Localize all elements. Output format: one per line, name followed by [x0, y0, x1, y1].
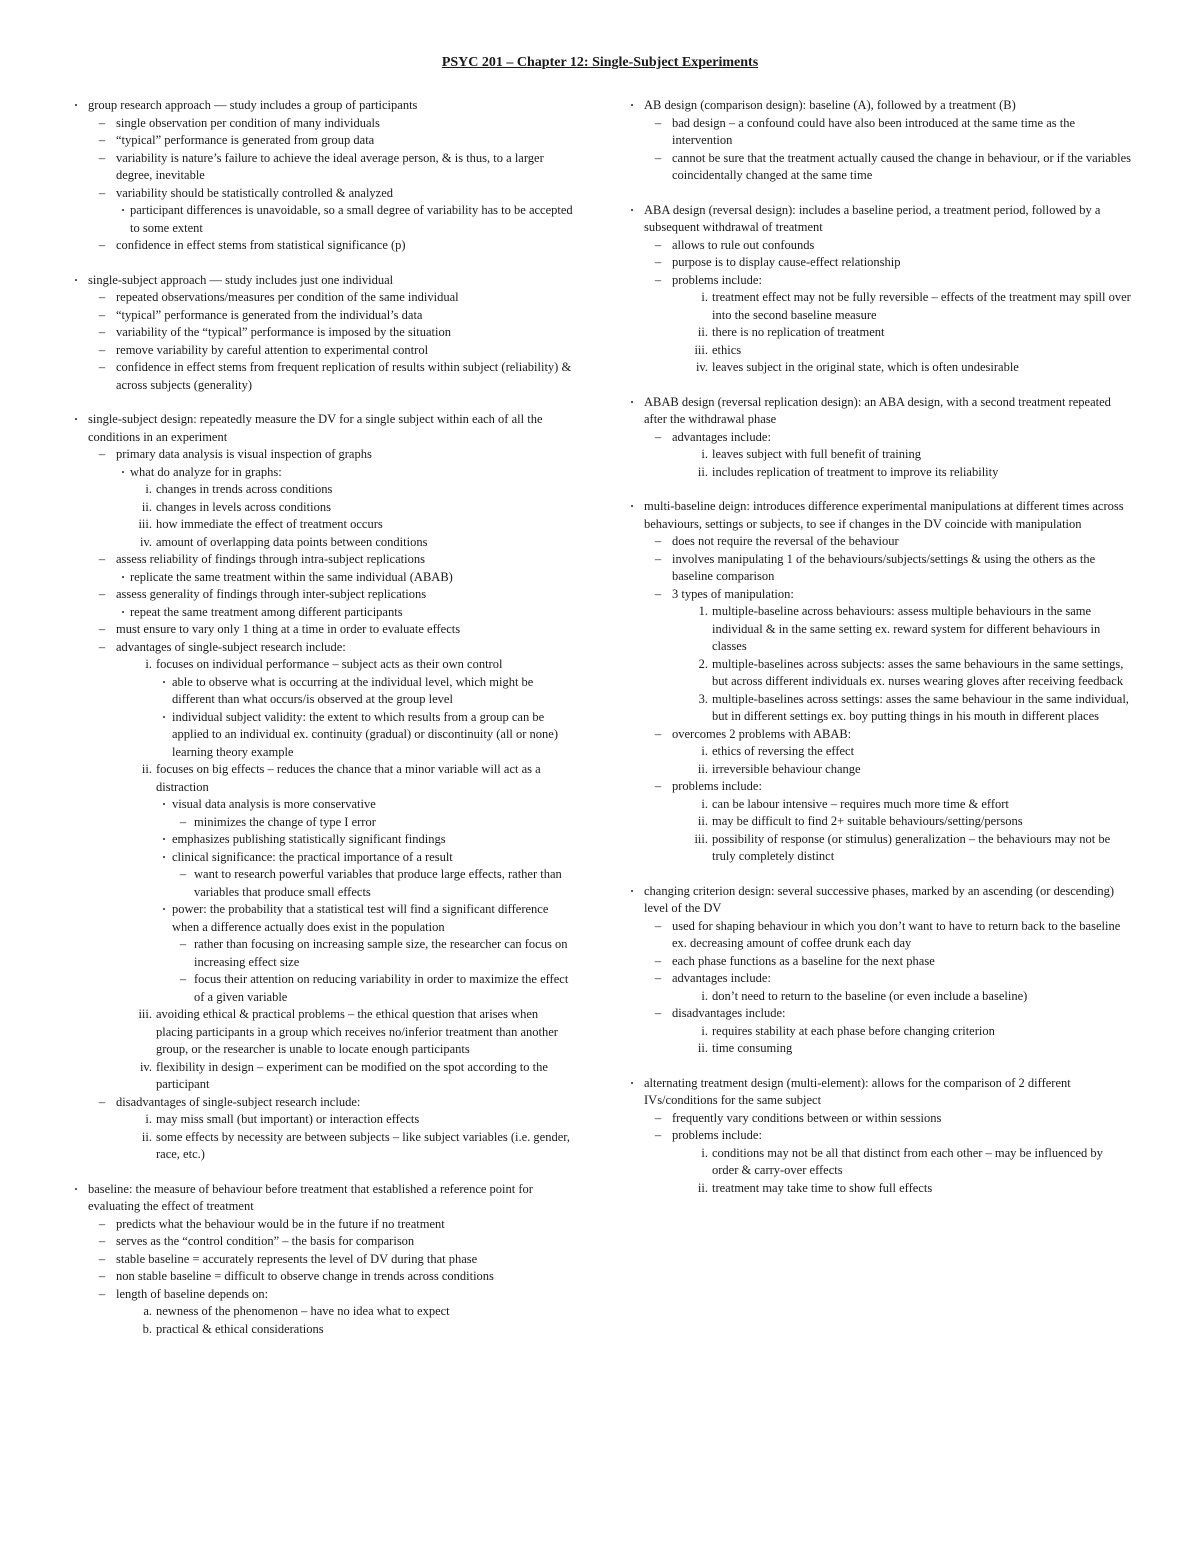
- list-item-text: advantages include:: [672, 971, 771, 985]
- list-marker: iii.: [138, 1007, 152, 1021]
- list-item-text: replicate the same treatment within the same individual (ABAB): [130, 569, 453, 584]
- list-item: [620, 324, 1132, 342]
- list-marker: –: [654, 551, 662, 566]
- list-marker: i.: [701, 1145, 708, 1160]
- list-item: [620, 761, 1132, 779]
- list-item-text: single-subject design: repeatedly measure the DV for a single subject within each of all the conditions in an experiment: [88, 412, 543, 444]
- list-item-text: leaves subject in the original state, which is often undesirable: [712, 360, 1019, 374]
- list-item: [620, 1005, 1132, 1023]
- list-marker: –: [98, 115, 106, 130]
- list-marker: •: [630, 205, 634, 215]
- list-marker: •: [162, 905, 166, 914]
- list-item: [64, 1303, 578, 1321]
- list-item-text: disadvantages include:: [672, 1006, 786, 1020]
- list-marker: –: [98, 238, 106, 252]
- right-column: [620, 97, 1132, 1197]
- list-item-text: “typical” performance is generated from group data: [116, 133, 375, 147]
- list-item-text: length of baseline depends on:: [116, 1286, 269, 1301]
- list-marker: –: [654, 1006, 662, 1020]
- list-item: [620, 656, 1132, 691]
- list-item: [64, 1129, 578, 1164]
- list-item-text: remove variability by careful attention to experimental control: [116, 342, 429, 357]
- list-item: [620, 603, 1132, 656]
- list-marker: –: [654, 237, 662, 252]
- list-marker: •: [74, 275, 78, 285]
- list-item-text: variability should be statistically controlled & analyzed: [116, 185, 394, 200]
- list-marker: –: [654, 150, 662, 165]
- list-item-text: single observation per condition of many individuals: [116, 115, 380, 130]
- list-marker: i.: [145, 482, 152, 496]
- list-marker: –: [98, 447, 106, 461]
- list-item: [64, 150, 578, 185]
- list-item: [64, 185, 578, 203]
- list-item: [64, 796, 578, 814]
- list-item: [64, 307, 578, 325]
- list-marker: •: [121, 607, 125, 617]
- list-item-text: possibility of response (or stimulus) generalization – the behaviours may not be truly completely distinct: [712, 831, 1111, 863]
- list-marker: –: [654, 726, 662, 741]
- list-item: [64, 237, 578, 255]
- left-column: [64, 97, 578, 1338]
- list-item: [64, 971, 578, 1006]
- list-item: [64, 901, 578, 936]
- list-item-text: assess generality of findings through inter-subject replications: [116, 587, 427, 601]
- list-item: [64, 534, 578, 552]
- list-marker: •: [162, 800, 166, 809]
- list-item-text: predicts what the behaviour would be in the future if no treatment: [116, 1216, 445, 1231]
- list-marker: –: [179, 972, 187, 986]
- list-marker: –: [98, 639, 106, 654]
- list-item-text: want to research powerful variables that produce large effects, rather than variables that produce small effects: [194, 867, 562, 899]
- list-marker: iv.: [695, 360, 708, 374]
- list-item-text: repeat the same treatment among different participants: [130, 604, 403, 619]
- list-marker: ii.: [141, 499, 152, 514]
- list-item: [620, 953, 1132, 971]
- list-item: [64, 1216, 578, 1234]
- list-marker: –: [654, 429, 662, 444]
- list-marker: •: [162, 677, 166, 687]
- list-item-text: non stable baseline = difficult to observe change in trends across conditions: [116, 1269, 494, 1283]
- list-item: [620, 150, 1132, 185]
- list-item-text: rather than focusing on increasing sample size, the researcher can focus on increasing effect size: [194, 937, 568, 969]
- list-item: [64, 446, 578, 464]
- list-marker: i.: [701, 1023, 708, 1038]
- list-item-text: treatment may take time to show full effects: [712, 1180, 933, 1195]
- list-marker: 1.: [698, 604, 708, 618]
- list-marker: –: [98, 342, 106, 357]
- list-marker: •: [162, 852, 166, 862]
- list-item-text: conditions may not be all that distinct from each other – may be influenced by order & carry-over effects: [712, 1145, 1103, 1177]
- list-item: [64, 674, 578, 709]
- list-item: [64, 621, 578, 639]
- section-gap: [620, 866, 1132, 883]
- list-item: [620, 1127, 1132, 1145]
- section-item: [64, 97, 578, 115]
- list-item-text: individual subject validity: the extent to which results from a group can be applied to an individual ex. continuity (gradual) or discontinuity (all or none) learning theory example: [172, 709, 559, 759]
- list-item-text: frequently vary conditions between or within sessions: [672, 1110, 942, 1125]
- section-gap: [64, 394, 578, 411]
- list-item: [64, 849, 578, 867]
- list-item-text: problems include:: [672, 779, 762, 793]
- list-marker: a.: [143, 1304, 152, 1318]
- list-marker: –: [654, 953, 662, 968]
- list-marker: •: [630, 101, 634, 110]
- list-item: [64, 604, 578, 622]
- list-item: [620, 359, 1132, 377]
- list-marker: –: [98, 1094, 106, 1109]
- list-marker: –: [654, 971, 662, 985]
- list-marker: •: [74, 1184, 78, 1194]
- list-item-text: single-subject approach — study includes just one individual: [88, 272, 394, 287]
- list-item-text: changes in levels across conditions: [156, 499, 331, 514]
- list-marker: –: [179, 937, 187, 951]
- list-item-text: power: the probability that a statistical test will find a significant difference when a difference actually does exist in the population: [172, 902, 549, 934]
- list-item: [64, 289, 578, 307]
- list-item-text: avoiding ethical & practical problems – the ethical question that arises when placing participants in a group which receives no/inferior treatment than another group, or the researcher is unable to locate enough participants: [156, 1007, 558, 1056]
- list-item-text: assess reliability of findings through intra-subject replications: [116, 552, 425, 566]
- list-marker: –: [654, 115, 662, 130]
- list-item: [620, 1180, 1132, 1198]
- list-item: [64, 1286, 578, 1304]
- list-item-text: confidence in effect stems from statistical significance (p): [116, 238, 406, 252]
- list-item-text: emphasizes publishing statistically significant findings: [172, 832, 446, 846]
- list-item-text: “typical” performance is generated from the individual’s data: [116, 307, 423, 322]
- list-item-text: serves as the “control condition” – the basis for comparison: [116, 1234, 415, 1248]
- list-item: [64, 499, 578, 517]
- list-marker: i.: [701, 744, 708, 758]
- list-item-text: repeated observations/measures per condition of the same individual: [116, 290, 459, 304]
- list-marker: ii.: [697, 761, 708, 776]
- list-item-text: stable baseline = accurately represents the level of DV during that phase: [116, 1251, 478, 1266]
- list-item-text: advantages include:: [672, 429, 771, 444]
- list-marker: –: [98, 587, 106, 601]
- list-item-text: baseline: the measure of behaviour before treatment that established a reference point for evaluating the effect of treatment: [88, 1181, 533, 1213]
- list-item-text: practical & ethical considerations: [156, 1321, 324, 1336]
- list-item-text: confidence in effect stems from frequent replication of results within subject (reliability) & across subjects (generality): [116, 360, 572, 392]
- list-item-text: allows to rule out confounds: [672, 237, 815, 252]
- list-item: [620, 743, 1132, 761]
- list-marker: iii.: [138, 517, 152, 531]
- list-item-text: multiple-baselines across subjects: asses the same behaviours in the same settings, but across different individuals ex. nurses wearing gloves after receiving feedback: [712, 656, 1124, 688]
- list-marker: •: [74, 101, 78, 110]
- list-marker: 3.: [698, 691, 708, 706]
- list-item: [620, 254, 1132, 272]
- list-marker: ii.: [697, 1180, 708, 1195]
- list-item-text: ABA design (reversal design): includes a baseline period, a treatment period, followed by a subsequent withdrawal of treatment: [644, 202, 1101, 234]
- section-gap: [620, 185, 1132, 202]
- list-item: [64, 1233, 578, 1251]
- list-marker: –: [179, 814, 187, 829]
- list-item-text: requires stability at each phase before changing criterion: [712, 1023, 995, 1038]
- list-item-text: visual data analysis is more conservative: [172, 797, 376, 811]
- list-item-text: used for shaping behaviour in which you don’t want to have to return back to the baseline ex. decreasing amount of coffee drunk each day: [672, 918, 1121, 950]
- list-item: [64, 1268, 578, 1286]
- list-item: [620, 429, 1132, 447]
- list-marker: i.: [701, 796, 708, 811]
- list-marker: –: [98, 1251, 106, 1266]
- list-item: [64, 761, 578, 796]
- section-gap: [620, 377, 1132, 394]
- list-item-text: problems include:: [672, 272, 762, 287]
- list-item-text: may miss small (but important) or interaction effects: [156, 1112, 420, 1126]
- list-item: [620, 1023, 1132, 1041]
- list-item: [64, 569, 578, 587]
- list-item: [64, 202, 578, 237]
- list-marker: •: [74, 415, 78, 424]
- list-item-text: amount of overlapping data points between conditions: [156, 534, 428, 549]
- list-marker: –: [654, 534, 662, 548]
- list-marker: –: [98, 1269, 106, 1283]
- list-marker: •: [162, 712, 166, 722]
- list-marker: –: [654, 918, 662, 933]
- list-item-text: focuses on individual performance – subject acts as their own control: [156, 657, 503, 671]
- list-item-text: includes replication of treatment to improve its reliability: [712, 464, 999, 479]
- list-item-text: does not require the reversal of the behaviour: [672, 534, 899, 548]
- list-marker: –: [98, 1234, 106, 1248]
- list-item: [64, 709, 578, 762]
- list-marker: i.: [145, 1112, 152, 1126]
- list-item-text: variability is nature’s failure to achieve the ideal average person, & is thus, to a larger degree, inevitable: [116, 150, 544, 182]
- list-item: [64, 1006, 578, 1059]
- section-item: [64, 272, 578, 290]
- list-marker: –: [654, 1128, 662, 1142]
- list-item-text: ethics: [712, 342, 742, 357]
- list-item-text: problems include:: [672, 1128, 762, 1142]
- list-marker: –: [98, 307, 106, 322]
- list-marker: •: [162, 835, 166, 844]
- section-item: [620, 394, 1132, 429]
- list-item: [64, 481, 578, 499]
- list-item-text: changes in trends across conditions: [156, 482, 333, 496]
- list-item-text: can be labour intensive – requires much more time & effort: [712, 796, 1009, 811]
- list-item-text: minimizes the change of type I error: [194, 814, 376, 829]
- section-item: [64, 411, 578, 446]
- list-item-text: purpose is to display cause-effect relationship: [672, 255, 901, 269]
- list-item: [64, 1094, 578, 1112]
- section-item: [620, 498, 1132, 533]
- list-marker: iii.: [694, 342, 708, 357]
- list-item: [64, 464, 578, 482]
- list-item-text: don’t need to return to the baseline (or even include a baseline): [712, 988, 1028, 1003]
- list-marker: ii.: [697, 325, 708, 339]
- list-item-text: disadvantages of single-subject research include:: [116, 1094, 361, 1109]
- list-marker: i.: [701, 988, 708, 1003]
- list-item: [64, 639, 578, 657]
- list-item-text: irreversible behaviour change: [712, 761, 861, 776]
- list-item: [64, 656, 578, 674]
- list-item: [64, 831, 578, 849]
- list-item-text: leaves subject with full benefit of training: [712, 447, 921, 461]
- list-marker: i.: [701, 290, 708, 304]
- list-item: [64, 115, 578, 133]
- list-item: [620, 1110, 1132, 1128]
- list-marker: –: [179, 867, 187, 881]
- section-item: [64, 1181, 578, 1216]
- list-item: [620, 970, 1132, 988]
- list-item-text: treatment effect may not be fully reversible – effects of the treatment may spill over into the second baseline measure: [712, 290, 1131, 322]
- list-item: [620, 796, 1132, 814]
- section-item: [620, 202, 1132, 237]
- list-item-text: AB design (comparison design): baseline (A), followed by a treatment (B): [644, 98, 1016, 112]
- list-marker: b.: [142, 1321, 152, 1336]
- list-item: [620, 831, 1132, 866]
- list-item-text: time consuming: [712, 1041, 793, 1055]
- list-item: [64, 1251, 578, 1269]
- list-item-text: variability of the “typical” performance is imposed by the situation: [116, 325, 451, 339]
- list-item-text: flexibility in design – experiment can be modified on the spot according to the participant: [156, 1059, 548, 1091]
- list-marker: –: [654, 1110, 662, 1125]
- list-item: [64, 342, 578, 360]
- list-marker: •: [121, 206, 125, 215]
- list-item-text: 3 types of manipulation:: [672, 586, 794, 601]
- list-item: [64, 551, 578, 569]
- list-item: [64, 324, 578, 342]
- section-item: [620, 97, 1132, 115]
- list-marker: ii.: [697, 814, 708, 828]
- list-marker: •: [630, 397, 634, 407]
- list-item-text: overcomes 2 problems with ABAB:: [672, 726, 852, 741]
- list-item: [620, 342, 1132, 360]
- list-item: [64, 586, 578, 604]
- list-item: [64, 866, 578, 901]
- list-item: [620, 726, 1132, 744]
- list-item-text: bad design – a confound could have also been introduced at the same time as the intervention: [672, 115, 1075, 147]
- list-item: [620, 272, 1132, 290]
- list-item: [620, 813, 1132, 831]
- list-marker: •: [630, 1078, 634, 1088]
- list-marker: i.: [145, 657, 152, 671]
- list-item-text: primary data analysis is visual inspection of graphs: [116, 447, 372, 461]
- list-marker: –: [98, 133, 106, 147]
- list-item: [64, 936, 578, 971]
- list-marker: ii.: [697, 464, 708, 479]
- section-gap: [64, 1164, 578, 1181]
- list-item-text: some effects by necessity are between subjects – like subject variables (i.e. gender, race, etc.): [156, 1129, 571, 1161]
- list-item-text: ABAB design (reversal replication design): an ABA design, with a second treatment repeated after the withdrawal phase: [644, 394, 1111, 426]
- list-marker: iv.: [139, 534, 152, 549]
- list-marker: –: [98, 1286, 106, 1301]
- list-marker: –: [98, 360, 106, 374]
- list-item-text: advantages of single-subject research include:: [116, 639, 346, 654]
- list-item-text: participant differences is unavoidable, so a small degree of variability has to be accepted to some extent: [130, 203, 573, 235]
- list-marker: –: [98, 1216, 106, 1231]
- list-item-text: alternating treatment design (multi-element): allows for the comparison of 2 different IVs/conditions for the same subject: [644, 1075, 1071, 1107]
- section-gap: [64, 255, 578, 272]
- list-marker: –: [654, 586, 662, 601]
- list-marker: iv.: [139, 1059, 152, 1074]
- list-marker: •: [630, 502, 634, 511]
- list-marker: –: [98, 622, 106, 636]
- list-marker: •: [121, 467, 125, 477]
- list-item: [64, 1321, 578, 1339]
- list-item: [620, 533, 1132, 551]
- list-item: [620, 115, 1132, 150]
- list-item: [620, 1145, 1132, 1180]
- list-item-text: group research approach — study includes a group of participants: [88, 98, 418, 112]
- list-item: [64, 516, 578, 534]
- list-item: [620, 289, 1132, 324]
- page-title: PSYC 201 – Chapter 12: Single-Subject Experiments: [441, 55, 759, 70]
- list-item-text: there is no replication of treatment: [712, 325, 885, 339]
- list-item-text: cannot be sure that the treatment actually caused the change in behaviour, or if the variables coincidentally changed at the same time: [672, 150, 1132, 182]
- list-item-text: able to observe what is occurring at the individual level, which might be different than what occurs/is observed at the group level: [172, 674, 534, 706]
- list-item: [620, 988, 1132, 1006]
- list-item: [620, 691, 1132, 726]
- list-item: [620, 237, 1132, 255]
- list-item: [64, 814, 578, 832]
- section-item: [620, 883, 1132, 918]
- list-marker: ii.: [697, 1041, 708, 1055]
- list-item: [620, 464, 1132, 482]
- list-item-text: multi-baseline deign: introduces difference experimental manipulations at different times across behaviours, settings or subjects, to see if changes in the DV coincide with manipulation: [644, 499, 1124, 531]
- list-item-text: clinical significance: the practical importance of a result: [172, 849, 453, 864]
- list-item: [64, 132, 578, 150]
- section-item: [620, 1075, 1132, 1110]
- list-item-text: multiple-baselines across settings: asses the same behaviour in the same individual, but in different settings ex. boy putting things in his mouth in different places: [712, 691, 1129, 723]
- list-item: [620, 551, 1132, 586]
- section-gap: [620, 481, 1132, 498]
- list-item-text: focuses on big effects – reduces the chance that a minor variable will act as a distraction: [156, 762, 541, 794]
- list-item-text: involves manipulating 1 of the behaviours/subjects/settings & using the others as the baseline comparison: [672, 551, 1096, 583]
- list-item: [64, 359, 578, 394]
- list-item: [620, 586, 1132, 604]
- list-marker: –: [98, 150, 106, 165]
- list-marker: •: [630, 886, 634, 896]
- list-marker: ii.: [141, 1129, 152, 1144]
- list-marker: iii.: [694, 831, 708, 846]
- section-gap: [620, 1058, 1132, 1075]
- list-item: [620, 778, 1132, 796]
- list-item-text: may be difficult to find 2+ suitable behaviours/setting/persons: [712, 814, 1023, 828]
- list-item-text: ethics of reversing the effect: [712, 744, 855, 758]
- list-item: [64, 1059, 578, 1094]
- list-item-text: what do analyze for in graphs:: [130, 464, 282, 479]
- list-marker: 2.: [698, 656, 708, 671]
- list-marker: •: [121, 572, 125, 582]
- list-item-text: multiple-baseline across behaviours: assess multiple behaviours in the same individual & in the same setting ex. reward system for different behaviours in classes: [712, 604, 1101, 653]
- list-marker: ii.: [141, 762, 152, 776]
- list-marker: –: [98, 290, 106, 304]
- list-marker: –: [98, 185, 106, 200]
- list-marker: –: [98, 325, 106, 339]
- list-item-text: newness of the phenomenon – have no idea what to expect: [156, 1304, 450, 1318]
- list-item: [64, 1111, 578, 1129]
- list-marker: –: [654, 255, 662, 269]
- list-item-text: focus their attention on reducing variability in order to maximize the effect of a given variable: [194, 972, 569, 1004]
- list-item-text: how immediate the effect of treatment occurs: [156, 517, 383, 531]
- list-marker: i.: [701, 447, 708, 461]
- list-marker: –: [654, 272, 662, 287]
- list-item: [620, 918, 1132, 953]
- list-marker: –: [98, 552, 106, 566]
- list-item-text: must ensure to vary only 1 thing at a time in order to evaluate effects: [116, 622, 461, 636]
- list-item: [620, 446, 1132, 464]
- list-item-text: each phase functions as a baseline for the next phase: [672, 953, 935, 968]
- list-marker: –: [654, 779, 662, 793]
- list-item: [620, 1040, 1132, 1058]
- list-item-text: changing criterion design: several successive phases, marked by an ascending (or descending) level of the DV: [644, 883, 1114, 915]
